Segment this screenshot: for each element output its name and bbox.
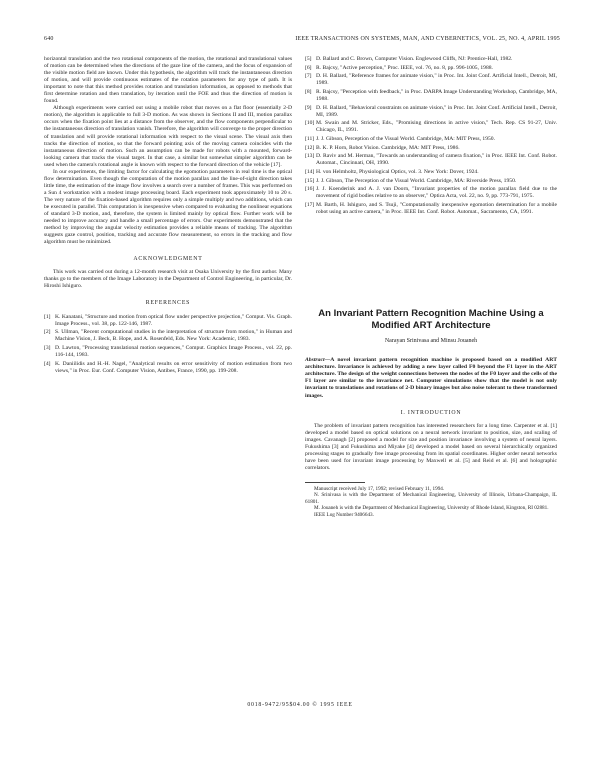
reference-number: [7] bbox=[305, 73, 312, 80]
reference-item bbox=[44, 361, 292, 375]
reference-number: [10] bbox=[305, 120, 315, 127]
reference-text: D. H. Ballard, "Behavioral constraints on animate vision," in Proc. Int. Joint Conf. Artificial Intell., Detroit, MI, 1989. bbox=[316, 104, 557, 118]
reference-item bbox=[305, 120, 557, 134]
footnote: M. Jouaneh is with the Department of Mechanical Engineering, University of Rhode Island, Kingston, RI 02881. bbox=[314, 505, 549, 512]
reference-text: D. Raviv and M. Herman, "Towards an understanding of camera fixation," in Proc. IEEE Int. Conf. Robot. Automat., Cincinnati, OH, 1990. bbox=[316, 153, 557, 167]
reference-item bbox=[305, 136, 557, 143]
reference-text: J. J. Gibson, Perception of the Visual World. Cambridge, MA: MIT Press, 1950. bbox=[316, 136, 495, 143]
footnote: Manuscript received July 17, 1992; revised February 11, 1994. bbox=[314, 486, 445, 493]
journal-title: IEEE TRANSACTIONS ON SYSTEMS, MAN, AND CYBERNETICS, VOL. 25, NO. 4, APRIL 1995 bbox=[295, 36, 560, 42]
reference-list-right bbox=[305, 56, 557, 216]
reference-number: [13] bbox=[305, 153, 315, 160]
reference-item bbox=[305, 105, 557, 119]
reference-item bbox=[305, 89, 557, 103]
reference-text: D. H. Ballard, "Reference frames for animate vision," in Proc. Int. Joint Conf. Artificial Intell., Detroit, MI, 1989. bbox=[316, 73, 557, 87]
reference-list-left bbox=[44, 314, 292, 375]
reference-number: [12] bbox=[305, 144, 315, 151]
acknowledgment-text: This work was carried out during a 12-month research visit at Osaka University by the first author. Many thanks go to the members of the Image Laboratory in the Department of Control Engineering, in particular, Dr. Hiroshi Ishiguro. bbox=[44, 269, 293, 290]
body-paragraph: horizontal translation and the two rotational components of the motion, the rotational and translational values of motion can be determined when the directions of the gaze line of the camera, and the focus of expansion of the visible motion field are known. Under this hypothesis, the algorithm will track the instantaneous direction of motion, and will provide continuous estimates of the rotation parameters for any type of path. It is important to note that this method provides rotation and translation information, as opposed to methods that first determine rotation and then translation, by iteration until the FOE and thus the direction of motion is found. bbox=[44, 56, 292, 105]
article-authors: Narayan Srinivasa and Minsu Jouaneh bbox=[384, 338, 478, 345]
reference-item bbox=[305, 73, 557, 87]
abstract-text: A novel invariant pattern recognition machine is proposed based on a modified ART architecture. Invariance is achieved by adding a new layer called F0 beyond the F1 layer in the ART architecture. The design of the weight connections between the nodes of the F0 layer and the cells of the F1 layer are similar to the invariance net. Computer simulations show that the model is not only invariant to translations and rotations of 2-D binary images but also noise tolerant to these transformed images. bbox=[305, 357, 557, 399]
left-column bbox=[44, 56, 292, 376]
reference-number: [14] bbox=[305, 169, 315, 175]
reference-number: [3] bbox=[44, 344, 51, 351]
footnote: N. Srinivasa is with the Department of Mechanical Engineering, University of Illinois, Urbana-Champaign, IL 61801. bbox=[305, 492, 557, 505]
reference-number: [1] bbox=[44, 313, 51, 320]
reference-number: [16] bbox=[305, 186, 315, 193]
reference-text: J. J. Koenderink and A. J. van Doorn, "Invariant properties of the motion parallax field due to the movement of rigid bodies relative to an observer," Optica Acta, vol. 22, no. 9, pp. 773-791, 1975. bbox=[316, 186, 557, 200]
reference-item bbox=[44, 314, 292, 328]
reference-number: [11] bbox=[305, 136, 315, 143]
body-paragraph: In our experiments, the limiting factor for calculating the egomotion parameters in real time is the optical flow determination. Even though the computation of the motion parallax and the line-of-sight direction takes little time, the estimation of the image flow involves a search over a number of frames. This was performed on a Sun 4 workstation with a modest image processing board. Each experiment took approximately 10 to 20 s. The very nature of the fixation-based algorithm requires only a simple multiply and two additions, which can be executed in parallel. This computation is inexpensive when compared to evaluating the nonlinear equations of standard 3-D motion, and, therefore, the system is limited mainly by optical flow. Further work will be needed to improve accuracy and handle a small percentage of errors. Our experiments demonstrated that the method by improving the angular velocity estimation provides a reliable means of tracking. The algorithm suggests gaze control, position, tracking and accurate flow measurement, so errors in the tracking and flow algorithm must be minimized. bbox=[44, 168, 292, 246]
reference-number: [9] bbox=[305, 104, 312, 111]
reference-text: H. von Helmholtz, Physiological Optics, vol. 3. New York: Dover, 1924. bbox=[316, 169, 479, 175]
reference-item bbox=[305, 202, 557, 216]
reference-number: [2] bbox=[44, 329, 51, 336]
references-heading: REFERENCES bbox=[145, 300, 191, 307]
reference-item bbox=[305, 186, 557, 200]
reference-number: [5] bbox=[305, 56, 312, 62]
reference-text: R. Bajcsy, "Perception with feedback," in Proc. DARPA Image Understanding Workshop, Cambridge, MA, 1988. bbox=[316, 88, 557, 103]
reference-number: [17] bbox=[305, 201, 315, 208]
right-column bbox=[305, 56, 557, 518]
reference-item bbox=[305, 145, 557, 152]
reference-number: [8] bbox=[305, 88, 312, 95]
reference-item bbox=[305, 65, 557, 72]
reference-item bbox=[305, 178, 557, 185]
reference-text: D. Lawton, "Processing translational motion sequences," Comput. Graphics Image Process., vol. 22, pp. 116-144, 1983. bbox=[55, 344, 292, 358]
reference-text: K. Kanatani, "Structure and motion from optical flow under perspective projection," Comput. Vis. Graph. Image Process., vol. 38, pp. 122-146, 1987. bbox=[55, 313, 292, 327]
reference-number: [6] bbox=[305, 64, 312, 71]
reference-text: S. Ullman, "Recent computational studies in the interpretation of structure from motion," in Human and Machine Vision, J. Beck, B. Hope, and A. Rosenfeld, Eds. New York: Academic, 1983. bbox=[55, 329, 292, 343]
page-number: 640 bbox=[44, 36, 54, 42]
reference-item bbox=[305, 169, 557, 176]
reference-text: M. Barth, H. Ishiguro, and S. Tsuji, "Computationally inexpensive egomotion determination for a mobile robot using an active camera," in Proc. IEEE Int. Conf. Robot. Automat., Sacramento, CA, 1991. bbox=[316, 201, 557, 216]
body-paragraph: Although experiments were carried out using a mobile robot that moves on a flat floor (essentially 2-D motion), the algorithm is applicable to full 3-D motion. As was shown in Sections II and III, motion parallax occurs when the fixation point lies at a distance from the observer, and the flow components perpendicular to the instantaneous direction of translation vanish. Therefore, the algorithm will converge to the proper direction of translation and will provide rotational information with respect to the visual scene. The visual axis then tracks the direction of motion, so that the forward pointing axis of the moving camera coincides with the instantaneous direction of motion. Such an assumption can be made for robots with a mounted, forward-looking camera that tracks the visual target. In that case, a similar but somewhat simpler algorithm can be used when the camera's rotational angle is known with respect to the forward direction of the vehicle [17]. bbox=[44, 105, 292, 168]
reference-text: J. J. Gibson, The Perception of the Visual World. Cambridge, MA: Riverside Press, 1950. bbox=[316, 177, 517, 184]
reference-item bbox=[305, 56, 557, 63]
reference-text: R. Bajcsy, "Active perception," Proc. IEEE, vol. 76, no. 8, pp. 996-1005, 1988. bbox=[316, 64, 493, 71]
reference-item bbox=[44, 329, 292, 343]
reference-item bbox=[44, 345, 292, 359]
footnote: IEEE Log Number 9406643. bbox=[314, 511, 374, 518]
abstract bbox=[305, 357, 557, 400]
reference-number: [4] bbox=[44, 360, 51, 367]
abstract-label: Abstract— bbox=[305, 357, 331, 364]
reference-text: M. Swain and M. Stricker, Eds., "Promising directions in active vision," Tech. Rep. CS 91-27, Univ. Chicago, IL, 1991. bbox=[316, 120, 557, 134]
reference-number: [15] bbox=[305, 177, 315, 184]
reference-text: D. Ballard and C. Brown, Computer Vision. Englewood Cliffs, NJ: Prentice-Hall, 1982. bbox=[316, 56, 513, 62]
introduction-text: The problem of invariant pattern recognition has interested researchers for a long time. Carpenter et al. [1] developed a model based on optical solutions on a neural network invariant to position, size, and scaling of images. Cavanagh [2] proposed a model for size and position invariance involving a system of neural layers. Fukushima [3] and Fukushima and Miyake [4] developed a model based on several hierarchically organized processing stages to gradually free image processing from its spatial coordinates. Higher order neural networks have been used for invariant image processing by Maxwell et al. [5] and Reid et al. [6] and holographic correlators. bbox=[305, 422, 557, 471]
reference-text: K. Daniilidis and H.-H. Nagel, "Analytical results on error sensitivity of motion estimation from two views," in Proc. Eur. Conf. Computer Vision, Antibes, France, 1990, pp. 199-208. bbox=[55, 360, 292, 374]
article-title: An Invariant Pattern Recognition Machine Using a Modified ART Architecture bbox=[318, 308, 544, 331]
copyright-footer: 0018-9472/95$04.00 © 1995 IEEE bbox=[247, 702, 353, 708]
reference-item bbox=[305, 153, 557, 167]
footnote-divider bbox=[305, 482, 365, 483]
introduction-heading: I. INTRODUCTION bbox=[400, 409, 462, 416]
acknowledgment-heading: ACKNOWLEDGMENT bbox=[133, 256, 203, 263]
reference-text: B. K. P. Horn, Robot Vision. Cambridge, MA: MIT Press, 1986. bbox=[316, 144, 460, 151]
running-head bbox=[44, 36, 560, 46]
